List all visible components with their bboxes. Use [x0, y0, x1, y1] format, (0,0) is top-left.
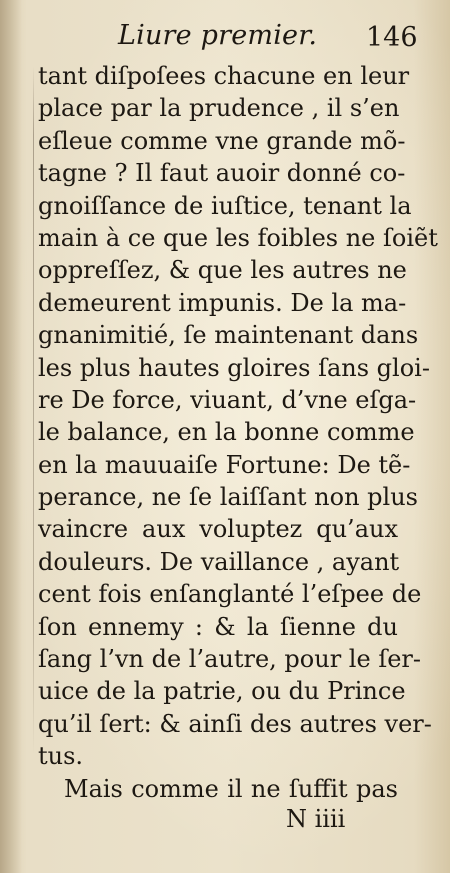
text-line: ſon ennemy : & la ſienne du [38, 612, 398, 641]
text-line: gnanimitié, ſe maintenant dans [38, 321, 419, 350]
running-head: Liure premier. [118, 20, 318, 51]
text-line: tus. [38, 742, 84, 771]
text-line: tant diſpoſees chacune en leur [38, 62, 410, 90]
text-line: demeurent impunis. De la ma- [38, 288, 407, 317]
text-line: uice de la patrie, ou du Prince [38, 677, 406, 706]
page-footer [0, 805, 450, 839]
text-line: ſang l’vn de l’autre, pour le ſer- [38, 645, 421, 674]
margin-rule [33, 66, 34, 756]
page-number: 146 [366, 22, 418, 53]
text-line: perance, ne ſe laiſſant non plus [38, 483, 418, 512]
body-text [38, 60, 438, 805]
text-line: les plus hautes gloires ſans gloi- [38, 353, 430, 382]
text-line: re De force, viuant, d’vne eſga- [38, 385, 417, 414]
text-line: en la mauuaiſe Fortune: De tẽ- [38, 450, 411, 479]
gutter-shadow [0, 0, 22, 873]
text-line: oppreſſez, & que les autres ne [38, 256, 407, 285]
text-line: cent fois enſanglanté l’eſpee de [38, 580, 422, 609]
text-line: gnoiſſance de iuſtice, tenant la [38, 191, 412, 220]
page-header [0, 18, 450, 58]
text-line: tagne ? Il faut auoir donné co- [38, 159, 406, 188]
text-line: eſleue comme vne grande mõ- [38, 126, 406, 155]
text-line: main à ce que les foibles ne ſoiẽt [38, 223, 438, 252]
text-line: vaincre aux voluptez qu’aux [38, 515, 398, 544]
text-line: place par la prudence , il s’en [38, 94, 400, 123]
text-line: le balance, en la bonne comme [38, 418, 415, 447]
text-line: Mais comme il ne ſuffit pas [64, 774, 398, 803]
signature-mark: N iiii [286, 805, 346, 833]
text-line: qu’il ſert: & ainſi des autres ver- [38, 709, 432, 738]
text-line: douleurs. De vaillance , ayant [38, 547, 400, 576]
